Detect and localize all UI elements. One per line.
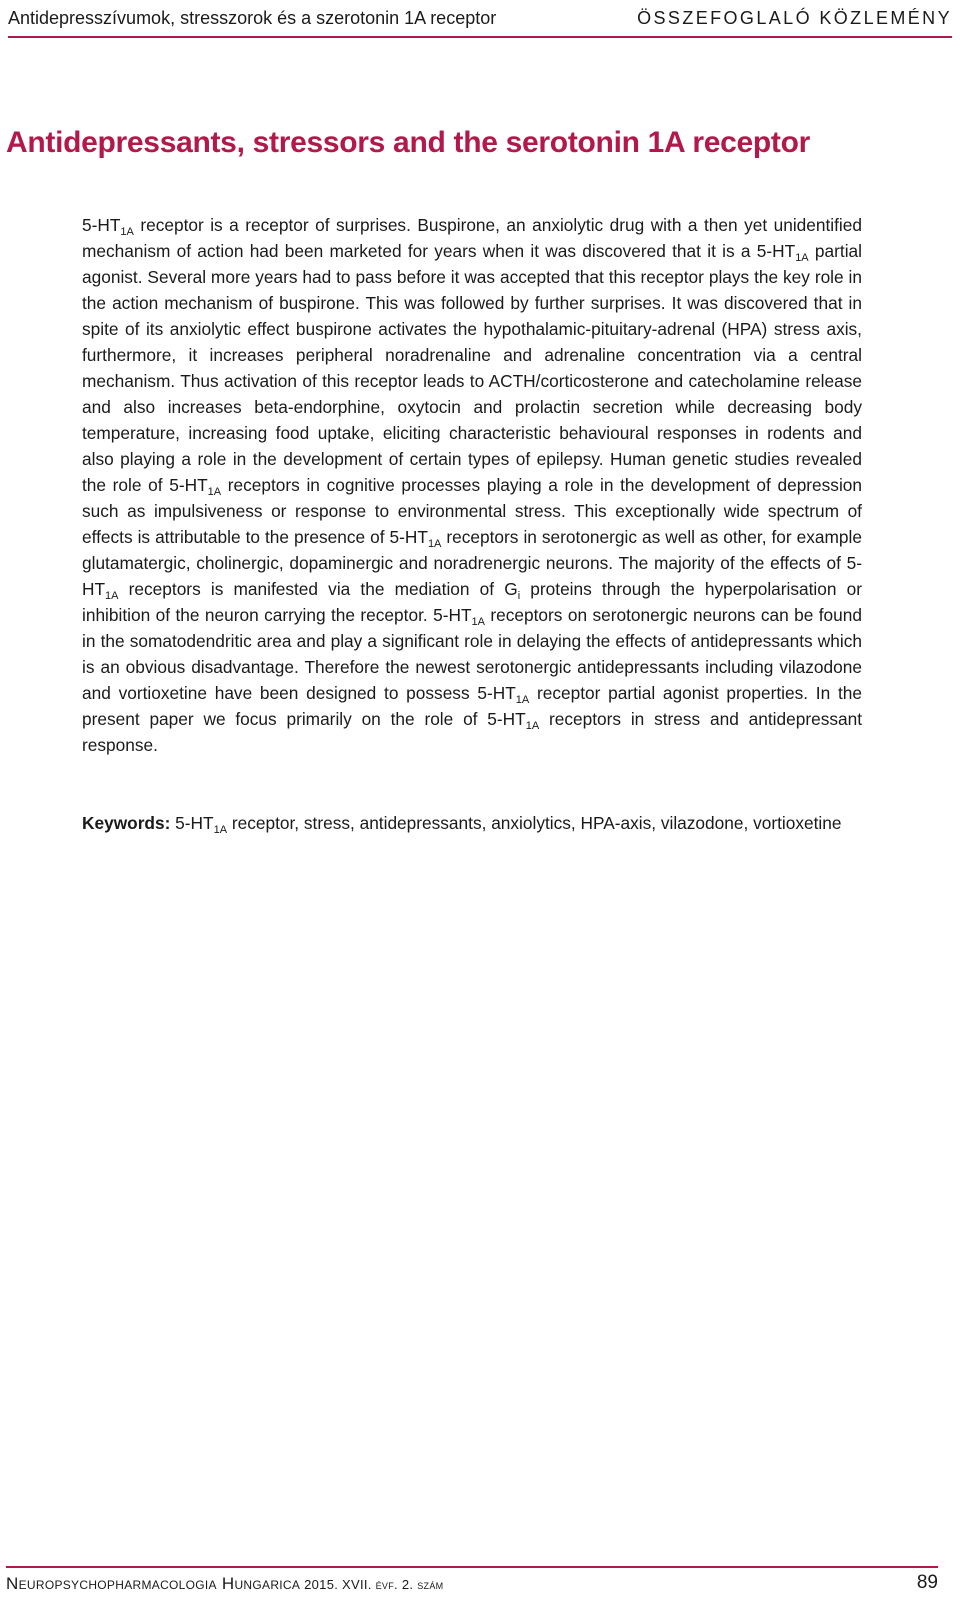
- abstract-segment: proteins through the hyperpolarisation or inhibition of the neuron carrying the receptor.: [82, 579, 862, 625]
- page-footer: [6, 1566, 938, 1594]
- gi-subscript: i: [517, 589, 521, 602]
- abstract-segment: receptors on serotonergic neurons can be found in the somatodendritic area and play a significant role in delaying the effects of antidepressants which is an obvious disadvantage. Therefore the newest serotonergic antidepressants including vilazodone and vortioxetine have been designed to possess: [82, 605, 862, 703]
- receptor-subscript: 1A: [120, 225, 134, 238]
- receptor-term: 5-HT: [487, 709, 526, 729]
- receptor-subscript: 1A: [515, 693, 530, 706]
- receptor-term: 5-HT: [82, 553, 862, 599]
- journal-name: Neuropsychopharmacologia Hungarica: [6, 1574, 301, 1593]
- journal-issue: 2015. XVII. évf. 2. szám: [300, 1577, 444, 1592]
- article-title: Antidepressants, stressors and the serotonin 1A receptor: [6, 126, 810, 159]
- receptor-term: 5-HT: [169, 475, 208, 495]
- receptor-term: 5-HT: [175, 813, 214, 833]
- abstract-segment: receptors is manifested via the mediation of G: [118, 579, 518, 599]
- receptor-term: 5-HT: [433, 605, 472, 625]
- receptor-subscript: 1A: [795, 251, 809, 264]
- abstract: [82, 212, 862, 758]
- journal-citation: [6, 1574, 443, 1594]
- abstract-segment: receptor is a receptor of surprises. Buspirone, an anxiolytic drug with a then yet unidentified mechanism of action had been marketed for years when it was discovered that it is a: [82, 215, 862, 261]
- abstract-segment: receptor partial agonist properties. In the present paper we focus primarily on the role of: [82, 683, 862, 729]
- receptor-subscript: 1A: [213, 823, 228, 836]
- page-number: 89: [916, 1572, 938, 1593]
- receptor-subscript: 1A: [471, 615, 485, 628]
- receptor-term: 5-HT: [82, 215, 121, 235]
- abstract-segment: receptors in serotonergic as well as other, for example glutamatergic, cholinergic, dopaminergic and noradrenergic neurons. The majority of the effects of: [82, 527, 862, 573]
- receptor-subscript: 1A: [105, 589, 119, 602]
- receptor-subscript: 1A: [427, 537, 442, 550]
- receptor-term: 5-HT: [756, 241, 796, 261]
- abstract-segment: partial agonist. Several more years had to pass before it was accepted that this receptor plays the key role in the action mechanism of buspirone. This was followed by further surprises. It was discovered that in spite of its anxiolytic effect buspirone activates the hypothalamic-pituitary-adrenal (HPA) stress axis, furthermore, it increases peripheral noradrenaline and adrenaline concentration via a central mechanism. Thus activation of this receptor leads to ACTH/corticosterone and catecholamine release and also increases beta-endorphine, oxytocin and prolactin secretion while decreasing body temperature, increasing food uptake, eliciting characteristic behavioural responses in rodents and also playing a role in the development of certain types of epilepsy. Human genetic studies revealed the role of: [82, 241, 862, 495]
- running-head-section: ÖSSZEFOGLALÓ KÖZLEMÉNY: [637, 7, 952, 28]
- abstract-segment: receptors in stress and antidepressant response.: [82, 709, 862, 755]
- keywords-text: receptor, stress, antidepressants, anxiolytics, HPA-axis, vilazodone, vortioxetine: [227, 813, 842, 833]
- receptor-term: 5-HT: [389, 527, 428, 547]
- keywords: [82, 810, 862, 836]
- receptor-subscript: 1A: [525, 719, 540, 732]
- abstract-segment: receptors in cognitive processes playing a role in the development of depression such as impulsiveness or response to environmental stress. This exceptionally wide spectrum of effects is attributable to the presence of: [82, 475, 863, 547]
- receptor-term: 5-HT: [477, 683, 516, 703]
- keywords-label: Keywords:: [82, 813, 171, 833]
- running-head-title: Antidepresszívumok, stresszorok és a szerotonin 1A receptor: [8, 7, 497, 28]
- receptor-subscript: 1A: [207, 485, 222, 498]
- running-head: [8, 0, 952, 38]
